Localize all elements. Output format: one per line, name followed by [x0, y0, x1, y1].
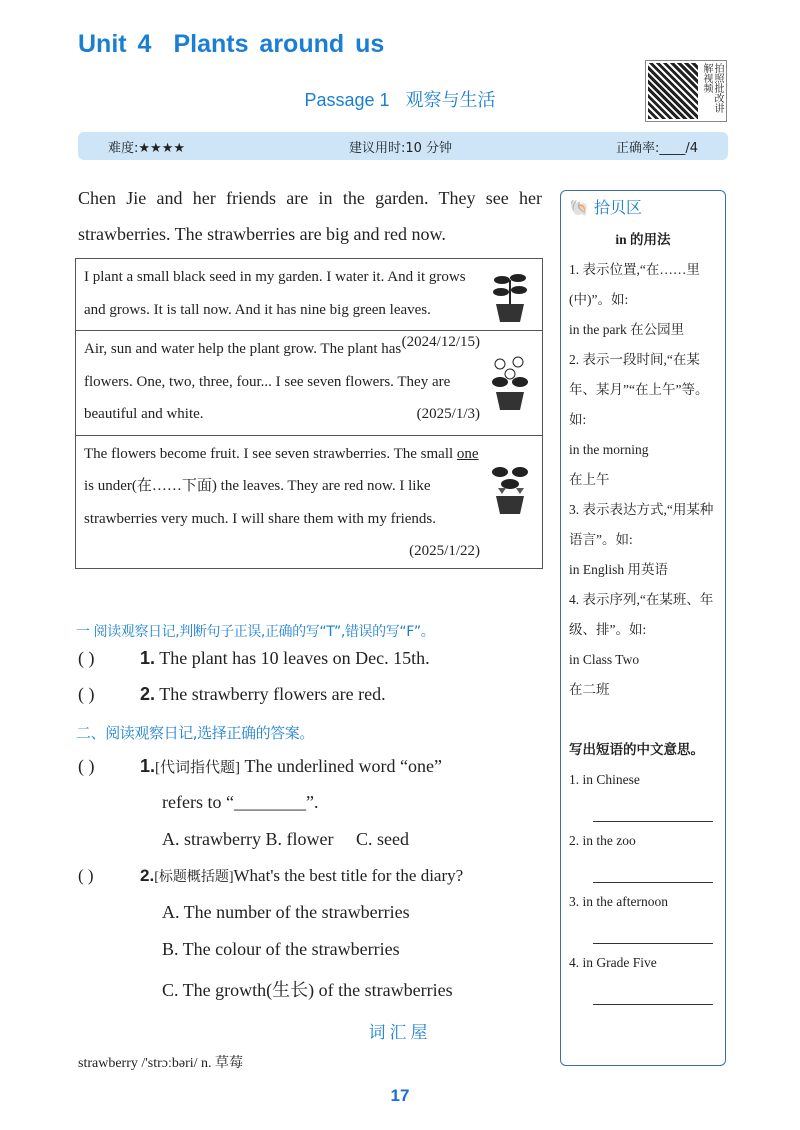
sidebar-line: in English 用英语	[569, 562, 669, 577]
diary-entry	[76, 331, 542, 436]
sidebar-heading-text: 拾贝区	[594, 198, 643, 217]
diary-date: (2025/1/3)	[416, 406, 480, 422]
qr-code-icon	[648, 63, 698, 119]
question-text: The plant has 10 leaves on Dec. 15th.	[159, 648, 430, 668]
question-text: The underlined word “one”	[244, 756, 442, 776]
answer-blank[interactable]: ( )	[78, 684, 95, 704]
seedling-icon	[490, 266, 530, 324]
qr-code[interactable]	[645, 60, 727, 122]
passage-number: Passage 1	[304, 90, 390, 110]
strawberry-plant-icon	[490, 458, 530, 516]
diary-text: The flowers become fruit. I see seven strawberries. The small	[84, 445, 457, 462]
sidebar-line: in the park 在公园里	[569, 322, 685, 337]
flowering-plant-icon	[490, 354, 530, 412]
question-text: What's the best title for the diary?	[233, 866, 464, 885]
answer-blank[interactable]: ( )	[78, 866, 94, 885]
answer-line[interactable]	[593, 984, 713, 1005]
exercise-item: 3. in the afternoon	[569, 894, 668, 909]
option-c[interactable]: C. The growth(生长) of the strawberries	[162, 980, 453, 1000]
underlined-word: one	[456, 445, 479, 462]
exercise-item: 2. in the zoo	[569, 833, 636, 848]
sidebar-subheading: in 的用法	[615, 232, 671, 247]
answer-line[interactable]	[593, 862, 713, 883]
passage-name: 观察与生活	[405, 90, 496, 110]
diary-date: (2025/1/22)	[409, 543, 480, 559]
qr-caption: 拍照批改讲解视频	[701, 63, 723, 113]
accuracy: 正确率:____/4	[615, 140, 698, 156]
exercise-title: 写出短语的中文意思。	[569, 742, 704, 757]
info-banner	[78, 132, 728, 160]
difficulty: 难度:★★★★	[108, 140, 185, 156]
answer-blank[interactable]: ( )	[78, 756, 95, 776]
question-text: The strawberry flowers are red.	[159, 684, 386, 704]
diary-entry	[76, 259, 542, 350]
diary-text: I plant a small black seed in my garden. I water it. And it grows and grows. It is tall now. And it has nine big green leaves.	[84, 269, 466, 318]
option-b[interactable]: B. flower	[265, 829, 334, 849]
sidebar-line: 3. 表示表达方式,“用某种语言”。如:	[569, 502, 714, 547]
sidebar-line: in Class Two	[569, 652, 640, 667]
question-1-1	[78, 648, 430, 669]
vocab-heading: 词汇屋	[368, 1023, 432, 1043]
sidebar-line: 4. 表示序列,“在某班、年级、排”。如:	[569, 592, 714, 637]
question-number: 1.	[140, 648, 156, 668]
sidebar-line: 1. 表示位置,“在……里(中)”。如:	[569, 262, 700, 307]
question-text: refers to “________”.	[162, 792, 319, 812]
question-2-1	[78, 756, 442, 777]
answer-line[interactable]	[593, 923, 713, 944]
option-a[interactable]: A. strawberry	[162, 829, 261, 849]
sidebar-line: 在上午	[569, 472, 610, 487]
question-tag: [代词指代题]	[155, 760, 241, 776]
intro-paragraph: Chen Jie and her friends are in the garden. They see her strawberries. The strawberries are big and red now.	[78, 188, 542, 244]
option-a[interactable]: A. The number of the strawberries	[162, 902, 410, 922]
question-number: 2.	[140, 866, 155, 885]
answer-blank[interactable]: ( )	[78, 648, 95, 668]
vocab-entry: strawberry /'strɔːbəri/ n. 草莓	[78, 1056, 244, 1071]
section-two-title: 二、阅读观察日记,选择正确的答案。	[76, 724, 314, 742]
answer-line[interactable]	[593, 801, 713, 822]
question-tag: [标题概括题]	[154, 870, 234, 885]
unit-title	[78, 30, 406, 59]
sidebar-heading	[569, 191, 717, 225]
suggested-time: 建议用时:10 分钟	[348, 140, 453, 156]
diary-date: (2024/12/15)	[401, 334, 480, 350]
diary-table	[75, 258, 543, 569]
tips-sidebar	[560, 190, 726, 1066]
question-1-2	[78, 684, 386, 705]
option-b[interactable]: B. The colour of the strawberries	[162, 939, 400, 959]
page-number: 17	[390, 1086, 410, 1105]
sidebar-line: 在二班	[569, 682, 610, 697]
sidebar-line: 2. 表示一段时间,“在某年、某月”“在上午”等。如:	[569, 352, 709, 427]
question-number: 1.	[140, 756, 156, 776]
question-number: 2.	[140, 684, 156, 704]
options	[162, 829, 409, 850]
exercise-item: 4. in Grade Five	[569, 955, 657, 970]
shell-icon: 🐚	[569, 198, 589, 217]
question-2-2	[78, 866, 463, 886]
sidebar-line: in the morning	[569, 442, 649, 457]
diary-text: Air, sun and water help the plant grow. The plant has flowers. One, two, three, four... I see seven flowers. They are beautiful and white.	[84, 341, 451, 422]
unit-number: Unit 4	[78, 30, 152, 58]
diary-entry	[76, 436, 542, 559]
exercise-item: 1. in Chinese	[569, 772, 640, 787]
unit-name: Plants around us	[173, 30, 385, 58]
option-c[interactable]: C. seed	[355, 829, 409, 849]
section-one-title: 一 阅读观察日记,判断句子正误,正确的写“T”,错误的写“F”。	[76, 624, 435, 640]
diary-text: is under(在……下面) the leaves. They are red now. I like strawberries very much. I will share them with my friends.	[84, 478, 436, 527]
